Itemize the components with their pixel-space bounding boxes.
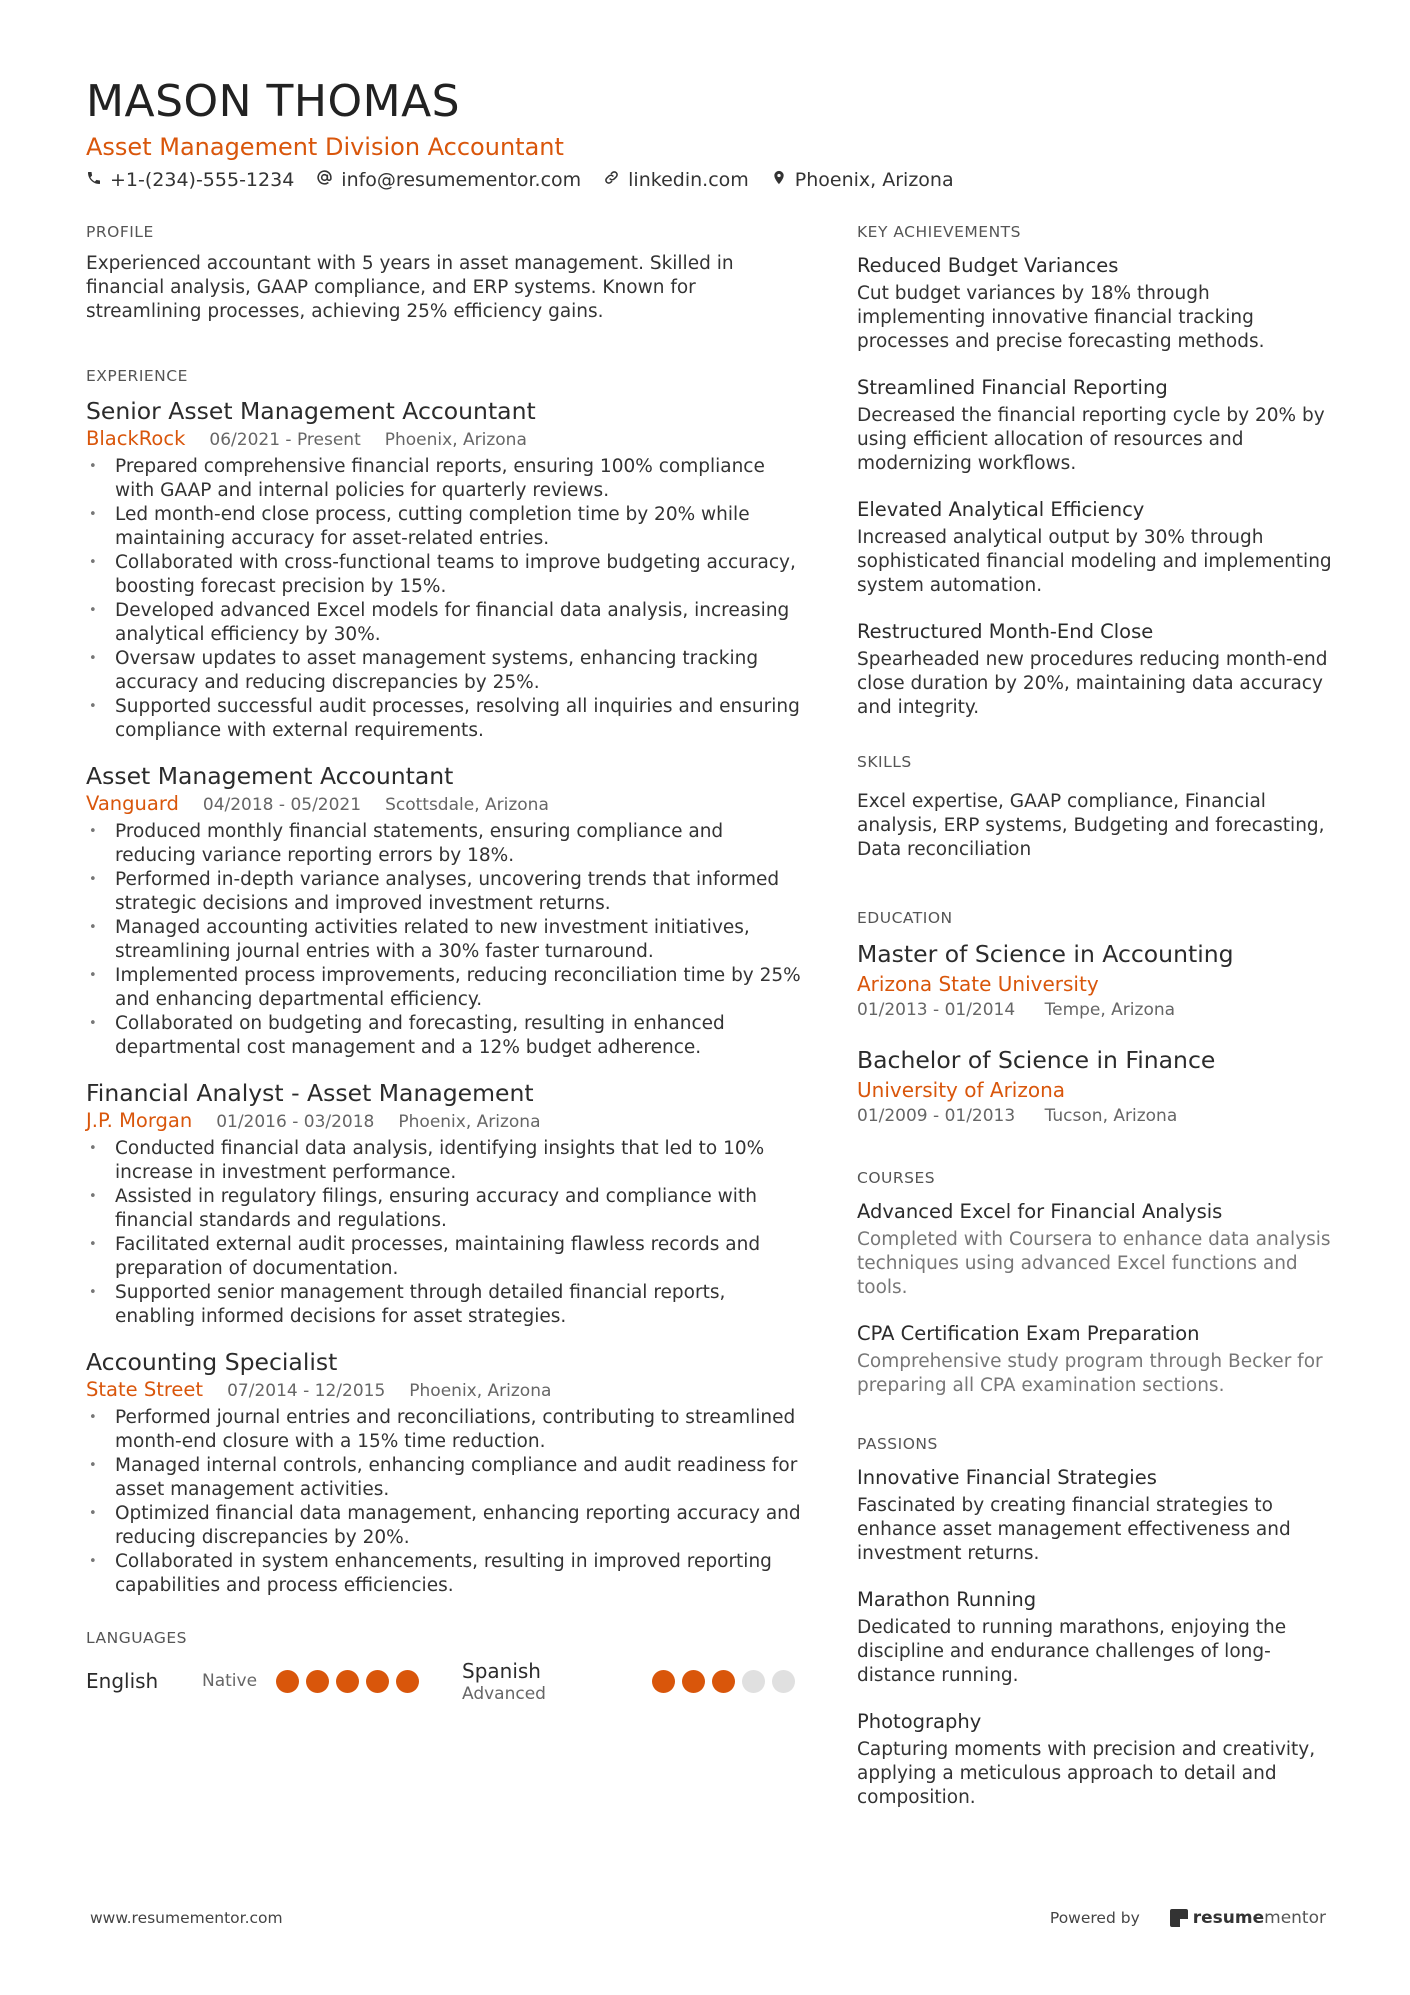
right-column	[857, 220, 1337, 1850]
bullet-item: • Managed internal controls, enhancing compliance and audit readiness for asset management activities.	[86, 1454, 806, 1502]
achievement-text: Decreased the financial reporting cycle by 20% by using efficient allocation of resources and modernizing workflows.	[857, 405, 1325, 474]
achievement-title: Reduced Budget Variances	[857, 254, 1119, 277]
education-meta	[857, 1104, 1337, 1128]
course-item	[857, 1198, 1337, 1300]
brand-name-bold: resume	[1192, 1908, 1265, 1928]
resumementor-logo-icon	[1170, 1909, 1188, 1927]
phone-icon	[86, 166, 110, 194]
course-item	[857, 1320, 1337, 1398]
achievement-title: Streamlined Financial Reporting	[857, 376, 1168, 399]
job-meta	[86, 426, 806, 453]
rating-dot-filled	[652, 1670, 675, 1693]
education-section	[857, 906, 1337, 1128]
bullet-item: • Collaborated with cross-functional teams to improve budgeting accuracy, boosting forecast precision by 15%.	[86, 551, 806, 599]
bullet-item: • Led month-end close process, cutting completion time by 20% while maintaining accuracy for asset-related entries.	[86, 503, 806, 551]
job-dates: 04/2018 - 05/2021	[202, 795, 362, 815]
passion-item	[857, 1708, 1337, 1810]
brand-logo[interactable]	[1170, 1908, 1326, 1928]
rating-dot-filled	[396, 1670, 419, 1693]
page-footer	[90, 1908, 1326, 1928]
job-meta	[86, 1377, 806, 1404]
bullet-item: • Prepared comprehensive financial reports, ensuring 100% compliance with GAAP and internal policies for quarterly reviews.	[86, 455, 806, 503]
education-location: Tempe, Arizona	[1044, 1000, 1176, 1020]
section-title: EDUCATION	[857, 909, 953, 927]
bullet-item: • Performed in-depth variance analyses, uncovering trends that informed strategic decisions and improved investment returns.	[86, 868, 806, 916]
rating-dot-empty	[772, 1670, 795, 1693]
achievement-item	[857, 252, 1337, 354]
degree-title: Bachelor of Science in Finance	[857, 1046, 1216, 1074]
language-level: Native	[202, 1671, 258, 1691]
powered-by-label: Powered by	[1049, 1909, 1140, 1927]
rating-dot-filled	[682, 1670, 705, 1693]
candidate-role: Asset Management Division Accountant	[86, 133, 564, 161]
job-location: Phoenix, Arizona	[384, 430, 527, 450]
passion-text: Dedicated to running marathons, enjoying the discipline and endurance challenges of long-distance running.	[857, 1617, 1287, 1686]
job-bullets	[86, 820, 806, 1060]
job-location: Phoenix, Arizona	[398, 1112, 541, 1132]
language-level: Advanced	[462, 1684, 546, 1704]
language-rating	[276, 1670, 426, 1693]
job-dates: 01/2016 - 03/2018	[216, 1112, 375, 1132]
passion-item	[857, 1464, 1337, 1566]
achievement-title: Restructured Month-End Close	[857, 620, 1154, 643]
candidate-name: MASON THOMAS	[86, 76, 461, 127]
job-title: Accounting Specialist	[86, 1348, 338, 1376]
job-dates: 06/2021 - Present	[209, 430, 361, 450]
education-dates: 01/2013 - 01/2014	[857, 1000, 1016, 1020]
skills-section	[857, 750, 1337, 862]
language-rating	[652, 1670, 802, 1693]
education-dates: 01/2009 - 01/2013	[857, 1106, 1016, 1126]
rating-dot-filled	[336, 1670, 359, 1693]
school-name: Arizona State University	[857, 972, 1099, 996]
job-bullets	[86, 1137, 806, 1329]
powered-by	[1050, 1908, 1326, 1928]
bullet-item: • Supported senior management through detailed financial reports, enabling informed decisions for asset strategies.	[86, 1281, 806, 1329]
languages-section	[86, 1626, 806, 1704]
section-title: EXPERIENCE	[86, 367, 188, 385]
passion-item	[857, 1586, 1337, 1688]
job-location: Phoenix, Arizona	[409, 1381, 552, 1401]
passion-text: Fascinated by creating financial strategies to enhance asset management effectiveness and investment returns.	[857, 1495, 1291, 1564]
section-title: LANGUAGES	[86, 1629, 188, 1647]
passion-title: Photography	[857, 1710, 982, 1733]
bullet-item: • Implemented process improvements, reducing reconciliation time by 25% and enhancing departmental efficiency.	[86, 964, 806, 1012]
achievements-section	[857, 220, 1337, 720]
course-title: Advanced Excel for Financial Analysis	[857, 1200, 1223, 1223]
job-entry	[86, 396, 806, 743]
education-item	[857, 938, 1337, 1022]
section-title: SKILLS	[857, 753, 912, 771]
bullet-item: • Performed journal entries and reconciliations, contributing to streamlined month-end closure with a 15% time reduction.	[86, 1406, 806, 1454]
bullet-item: • Collaborated on budgeting and forecasting, resulting in enhanced departmental cost management and a 12% budget adherence.	[86, 1012, 806, 1060]
passion-title: Innovative Financial Strategies	[857, 1466, 1157, 1489]
link-icon	[603, 166, 628, 194]
rating-dot-filled	[276, 1670, 299, 1693]
job-entry	[86, 761, 806, 1060]
company-name: J.P. Morgan	[86, 1109, 193, 1132]
brand-name-light: mentor	[1264, 1908, 1326, 1928]
job-meta	[86, 1108, 806, 1135]
contact-linkedin[interactable]	[603, 166, 749, 194]
rating-dot-filled	[306, 1670, 329, 1693]
achievement-text: Spearheaded new procedures reducing month-end close duration by 20%, maintaining data accuracy and integrity.	[857, 649, 1328, 718]
email-text: info@resumementor.com	[341, 169, 582, 191]
achievement-item	[857, 496, 1337, 598]
passions-section	[857, 1432, 1337, 1810]
education-meta	[857, 998, 1337, 1022]
passion-text: Capturing moments with precision and creativity, applying a meticulous approach to detail and composition.	[857, 1739, 1316, 1808]
course-title: CPA Certification Exam Preparation	[857, 1322, 1200, 1345]
bullet-item: • Collaborated in system enhancements, resulting in improved reporting capabilities and process efficiencies.	[86, 1550, 806, 1598]
achievement-item	[857, 374, 1337, 476]
bullet-item: • Oversaw updates to asset management systems, enhancing tracking accuracy and reducing discrepancies by 25%.	[86, 647, 806, 695]
achievement-text: Cut budget variances by 18% through implementing innovative financial tracking processes and precise forecasting methods.	[857, 283, 1265, 352]
profile-section	[86, 220, 806, 324]
contact-bar	[86, 166, 1326, 194]
job-title: Asset Management Accountant	[86, 762, 454, 790]
bullet-item: • Supported successful audit processes, resolving all inquiries and ensuring compliance with external requirements.	[86, 695, 806, 743]
job-title: Financial Analyst - Asset Management	[86, 1079, 534, 1107]
language-name: Spanish	[462, 1659, 541, 1683]
education-item	[857, 1044, 1337, 1128]
language-name: English	[86, 1669, 159, 1693]
bullet-item: • Managed accounting activities related to new investment initiatives, streamlining journal entries with a 30% faster turnaround.	[86, 916, 806, 964]
job-entry	[86, 1347, 806, 1598]
rating-dot-filled	[712, 1670, 735, 1693]
languages-row	[86, 1658, 806, 1704]
experience-section	[86, 364, 806, 1598]
course-text: Completed with Coursera to enhance data analysis techniques using advanced Excel functions and tools.	[857, 1229, 1331, 1298]
job-entry	[86, 1078, 806, 1329]
contact-phone[interactable]	[86, 166, 294, 194]
company-name: Vanguard	[86, 792, 179, 815]
footer-url-link[interactable]: www.resumementor.com	[90, 1909, 283, 1927]
left-column	[86, 220, 806, 1744]
at-icon	[316, 166, 341, 194]
job-title: Senior Asset Management Accountant	[86, 397, 536, 425]
bullet-item: • Optimized financial data management, enhancing reporting accuracy and reducing discrepancies by 20%.	[86, 1502, 806, 1550]
passion-title: Marathon Running	[857, 1588, 1037, 1611]
contact-location	[771, 166, 954, 194]
school-name: University of Arizona	[857, 1078, 1066, 1102]
section-title: COURSES	[857, 1169, 936, 1187]
profile-text: Experienced accountant with 5 years in asset management. Skilled in financial analysis, GAAP compliance, and ERP systems. Known for streamlining processes, achieving 25% efficiency gains.	[86, 253, 734, 322]
skills-text: Excel expertise, GAAP compliance, Financial analysis, ERP systems, Budgeting and forecasting, Data reconciliation	[857, 791, 1325, 860]
bullet-item: • Produced monthly financial statements, ensuring compliance and reducing variance reporting errors by 18%.	[86, 820, 806, 868]
achievement-item	[857, 618, 1337, 720]
section-title: KEY ACHIEVEMENTS	[857, 223, 1021, 241]
location-pin-icon	[771, 166, 795, 194]
section-title: PASSIONS	[857, 1435, 938, 1453]
job-meta	[86, 791, 806, 818]
resume-header	[86, 76, 1326, 194]
bullet-item: • Facilitated external audit processes, maintaining flawless records and preparation of documentation.	[86, 1233, 806, 1281]
rating-dot-empty	[742, 1670, 765, 1693]
achievement-title: Elevated Analytical Efficiency	[857, 498, 1145, 521]
job-location: Scottsdale, Arizona	[385, 795, 549, 815]
bullet-item: • Assisted in regulatory filings, ensuring accuracy and compliance with financial standards and regulations.	[86, 1185, 806, 1233]
education-location: Tucson, Arizona	[1044, 1106, 1178, 1126]
job-bullets	[86, 455, 806, 743]
job-dates: 07/2014 - 12/2015	[227, 1381, 386, 1401]
company-name: State Street	[86, 1378, 204, 1401]
section-title: PROFILE	[86, 223, 154, 241]
bullet-item: • Developed advanced Excel models for financial data analysis, increasing analytical efficiency by 30%.	[86, 599, 806, 647]
language-item	[86, 1668, 462, 1694]
bullet-item: • Conducted financial data analysis, identifying insights that led to 10% increase in investment performance.	[86, 1137, 806, 1185]
phone-text: +1-(234)-555-1234	[110, 169, 295, 191]
courses-section	[857, 1166, 1337, 1398]
linkedin-text: linkedin.com	[628, 169, 749, 191]
achievement-text: Increased analytical output by 30% through sophisticated financial modeling and implementing system automation.	[857, 527, 1332, 596]
contact-email[interactable]	[316, 166, 581, 194]
degree-title: Master of Science in Accounting	[857, 940, 1234, 968]
job-bullets	[86, 1406, 806, 1598]
language-label-stack	[462, 1658, 652, 1704]
rating-dot-filled	[366, 1670, 389, 1693]
course-text: Comprehensive study program through Becker for preparing all CPA examination sections.	[857, 1351, 1323, 1396]
company-name: BlackRock	[86, 427, 186, 450]
language-item	[462, 1658, 806, 1704]
location-text: Phoenix, Arizona	[794, 169, 954, 191]
